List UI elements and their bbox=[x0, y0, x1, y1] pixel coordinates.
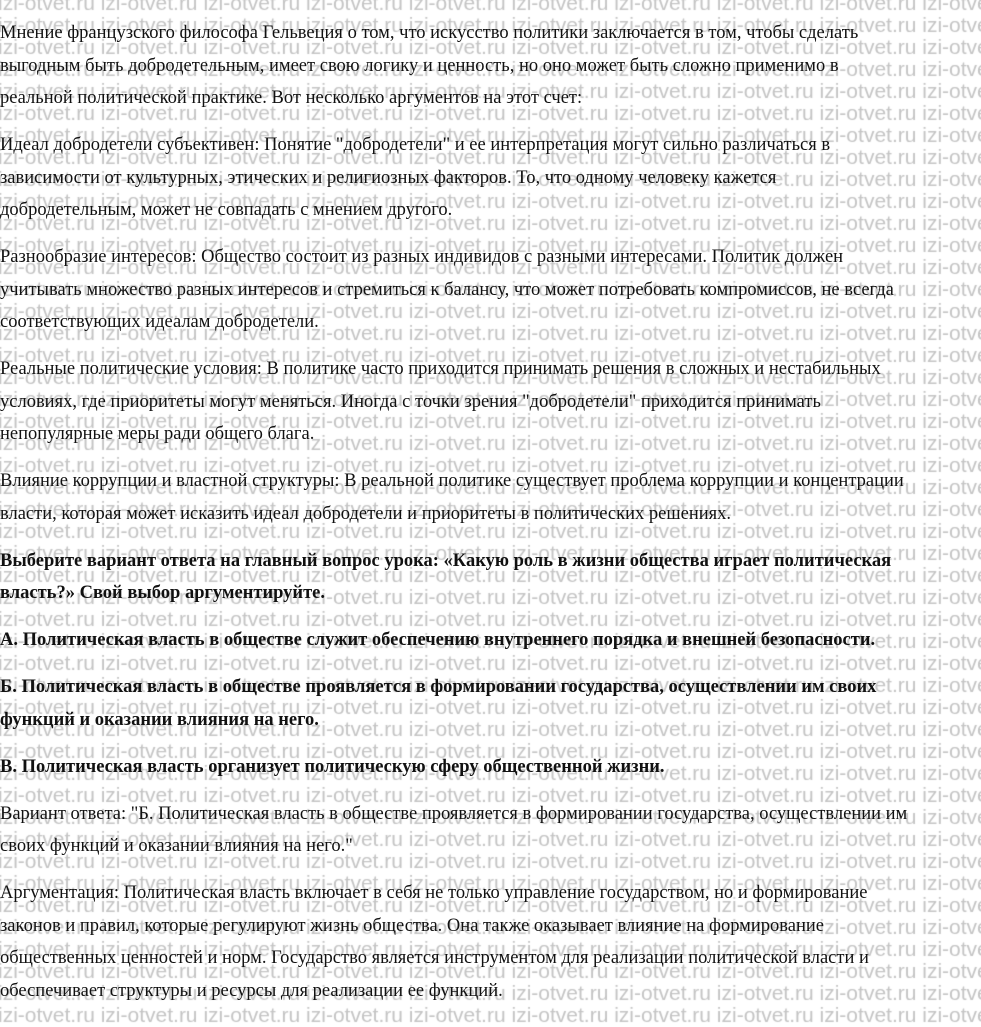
text-line: общественных ценностей и норм. Государство является инструментом для реализации политической власти и bbox=[0, 948, 869, 968]
text-line: соответствующих идеалам добродетели. bbox=[0, 312, 319, 332]
text-paragraph bbox=[0, 129, 981, 227]
text-line: Влияние коррупции и властной структуры: В реальной политике существует проблема коррупции и концентрации bbox=[0, 471, 904, 491]
text-line: выгодным быть добродетельным, имеет свою логику и ценность, но оно может быть сложно применимо в bbox=[0, 55, 839, 76]
text-line: Идеал добродетели субъективен: Понятие "добродетели" и ее интерпретация могут сильно различаться в bbox=[0, 135, 831, 155]
text-line: своих функций и оказании влияния на него." bbox=[0, 836, 353, 856]
text-line: реальной политической практике. Вот несколько аргументов на этот счет: bbox=[0, 88, 583, 108]
text-paragraph bbox=[0, 877, 981, 1007]
text-line: добродетельным, может не совпадать с мнением другого. bbox=[0, 200, 453, 220]
text-line: законов и правил, которые регулируют жизнь общества. Она также оказывает влияние на формирование bbox=[0, 915, 824, 936]
text-paragraph bbox=[0, 465, 981, 530]
text-line: непопулярные меры ради общего блага. bbox=[0, 424, 315, 444]
question-paragraph bbox=[0, 545, 981, 610]
text-line: зависимости от культурных, этических и религиозных факторов. То, что одному человеку кажется bbox=[0, 167, 777, 188]
text-paragraph bbox=[0, 17, 981, 115]
question-paragraph bbox=[0, 624, 981, 657]
text-line: учитывать множество разных интересов и стремиться к балансу, что может потребовать компромиссов, не всегда bbox=[0, 279, 894, 300]
text-line: власти, которая может исказить идеал добродетели и приоритеты в политических решениях. bbox=[0, 503, 732, 524]
text-line: Аргументация: Политическая власть включает в себя не только управление государством, но и формирование bbox=[0, 883, 868, 903]
text-line: функций и оказании влияния на него. bbox=[0, 709, 319, 730]
text-line: Разнообразие интересов: Общество состоит из разных индивидов с разными интересами. Политик должен bbox=[0, 247, 844, 267]
document-body bbox=[0, 17, 981, 1022]
text-line: Реальные политические условия: В политике часто приходится принимать решения в сложных и нестабильных bbox=[0, 359, 881, 379]
text-line: Выберите вариант ответа на главный вопрос урока: «Какую роль в жизни общества играет политическая bbox=[0, 550, 892, 571]
text-line: В. Политическая власть организует политическую сферу общественной жизни. bbox=[0, 756, 665, 777]
text-line: власть?» Свой выбор аргументируйте. bbox=[0, 583, 325, 603]
text-line: А. Политическая власть в обществе служит обеспечению внутреннего порядка и внешней безопасности. bbox=[0, 630, 876, 650]
text-line: Б. Политическая власть в обществе проявляется в формировании государства, осуществлении им своих bbox=[0, 677, 877, 697]
question-paragraph bbox=[0, 751, 981, 784]
question-paragraph bbox=[0, 671, 981, 736]
text-line: Вариант ответа: "Б. Политическая власть в обществе проявляется в формировании государства, осуществлении им bbox=[0, 803, 908, 824]
text-paragraph bbox=[0, 241, 981, 339]
text-paragraph bbox=[0, 798, 981, 863]
text-line: условиях, где приоритеты могут меняться. Иногда с точки зрения "добродетели" приходится принимать bbox=[0, 391, 821, 412]
text-paragraph bbox=[0, 353, 981, 451]
text-line: Мнение французского философа Гельвеция о том, что искусство политики заключается в том, чтобы сделать bbox=[0, 23, 859, 43]
text-line: обеспечивает структуры и ресурсы для реализации ее функций. bbox=[0, 980, 503, 1001]
